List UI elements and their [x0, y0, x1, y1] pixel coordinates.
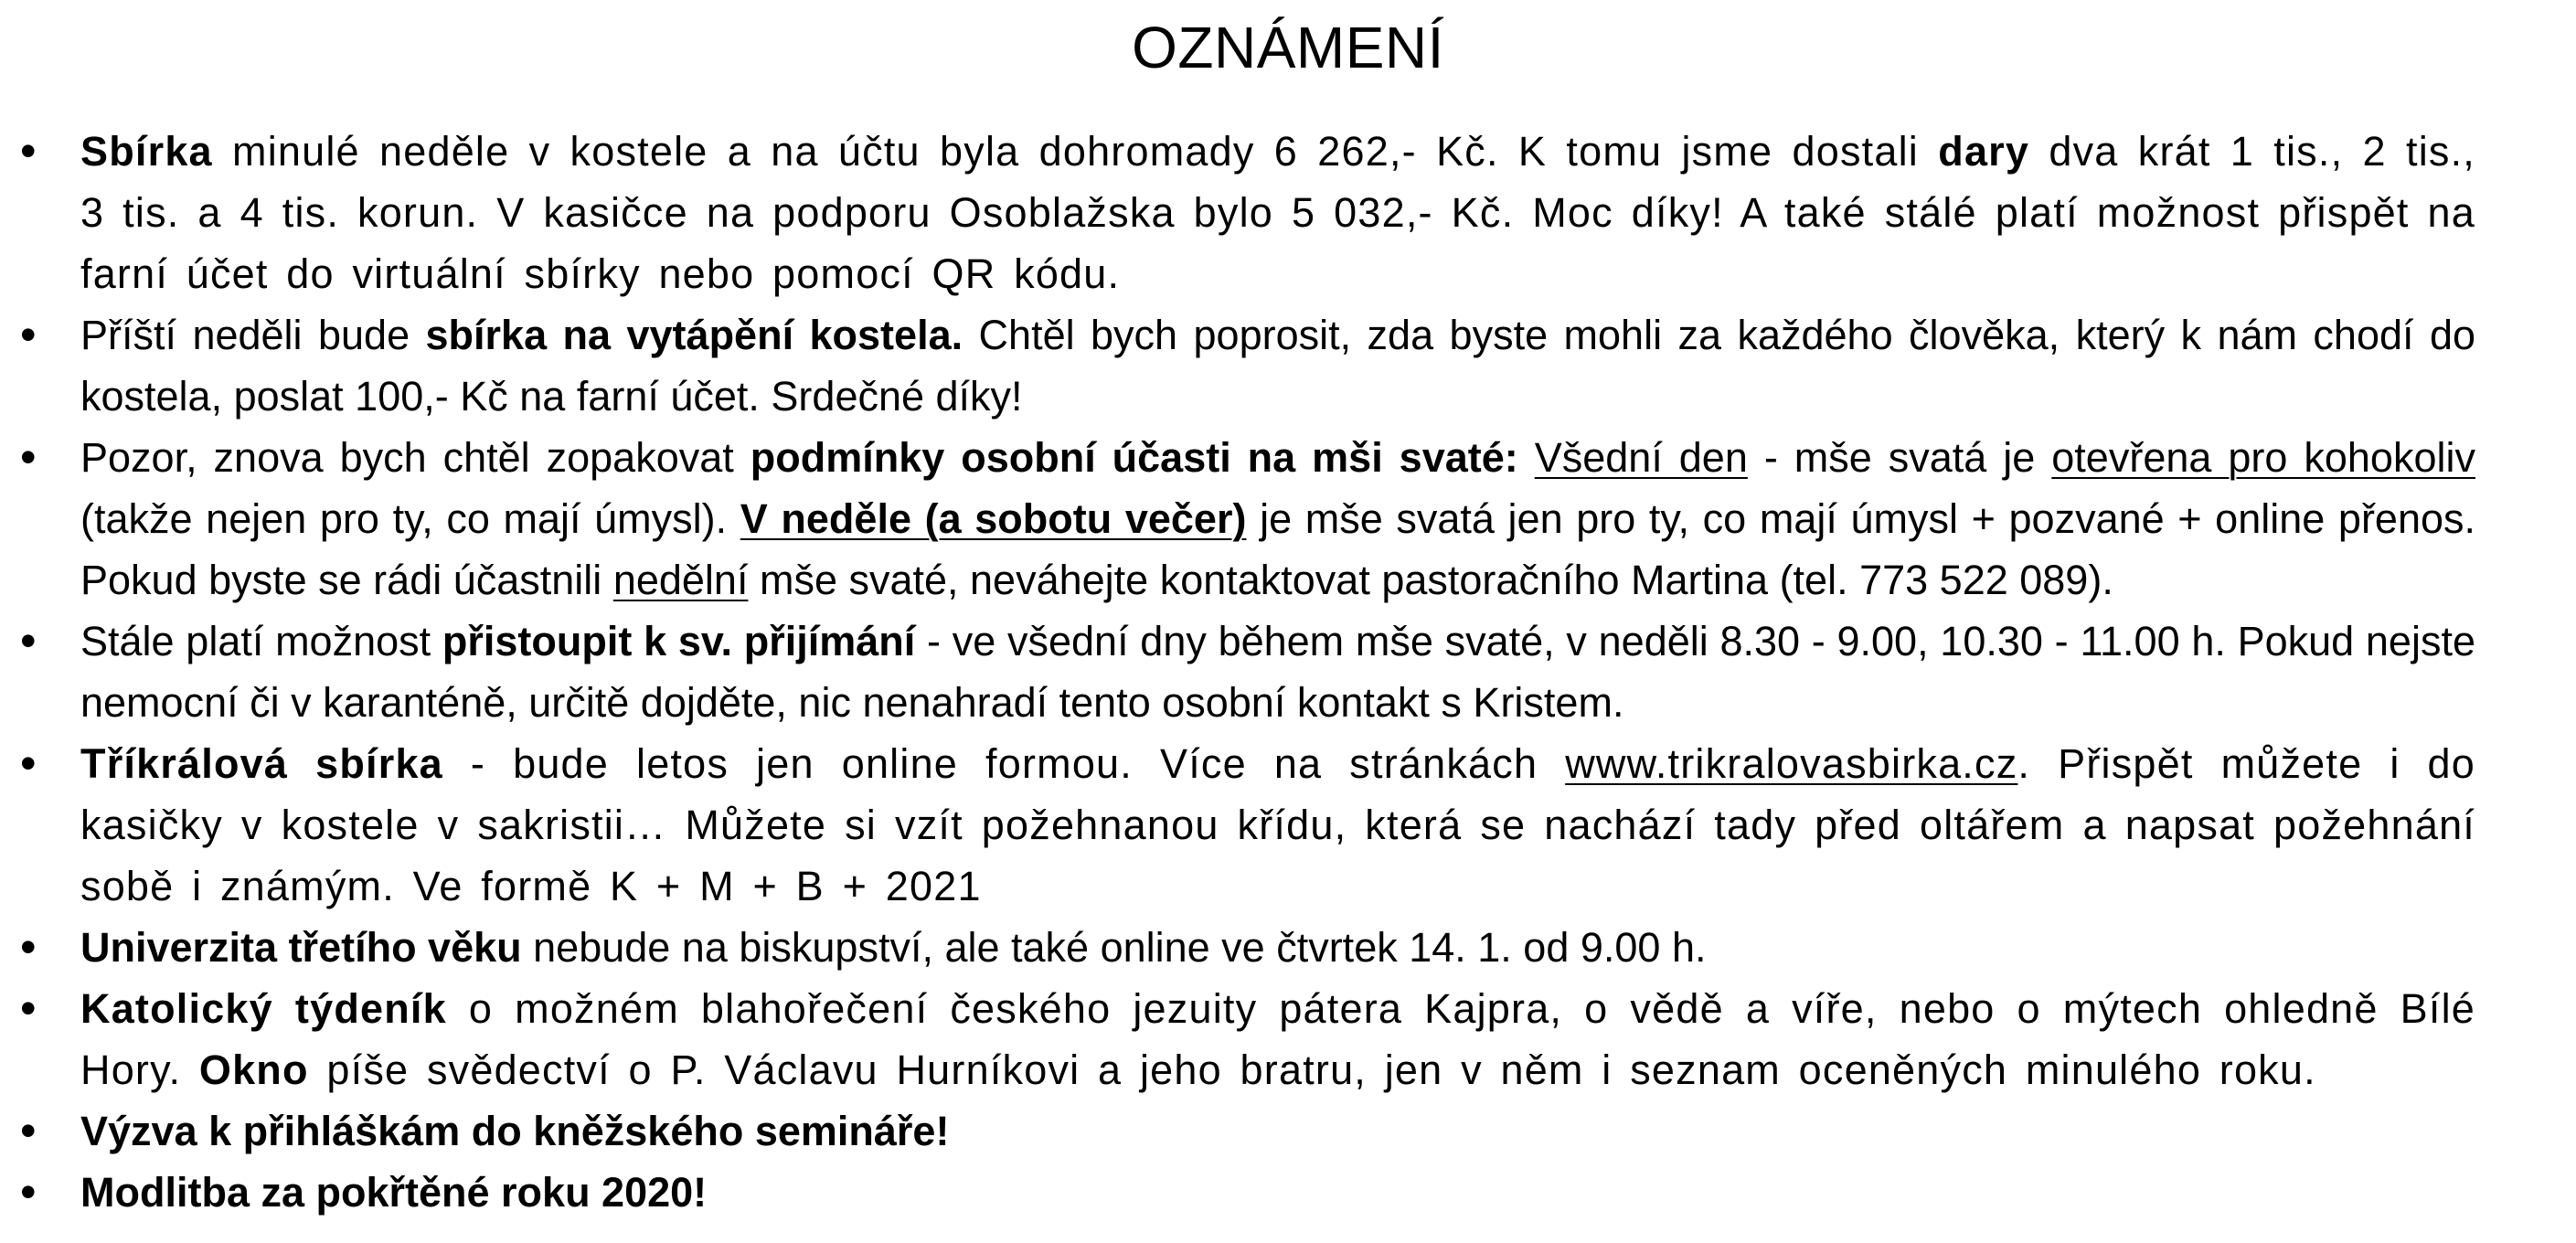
announcement-item	[0, 121, 2475, 304]
announcement-text: mše svaté, neváhejte kontaktovat pastoračního Martina (tel. 773 522 089).	[748, 557, 2113, 603]
emphasis-text: dary	[1938, 128, 2030, 175]
announcement-item	[0, 1100, 2475, 1162]
announcement-text: dva krát 1 tis., 2 tis., 3 tis. a 4 tis. korun. V kasičce na podporu Osoblažska bylo 5 032,- Kč. Moc díky! A také stálé platí možnost přispět na farní účet do virtuální sbírky nebo pomocí QR kódu.	[80, 128, 2475, 297]
announcement-text: Pozor, znova bych chtěl zopakovat	[80, 434, 750, 481]
announcement-item	[0, 917, 2475, 978]
announcement-text: - ve všední dny během mše svaté, v neděli 8.30 - 9.00, 10.30 - 11.00 h. Pokud nejste nemocní či v karanténě, určitě dojděte, nic nenahradí tento osobní kontakt s Kristem.	[80, 618, 2475, 726]
emphasis-text: Univerzita třetího věku	[80, 924, 522, 971]
page-title: OZNÁMENÍ	[1132, 15, 1444, 80]
emphasis-text: Tříkrálová sbírka	[80, 740, 443, 787]
announcement-text: - bude letos jen online formou. Více na stránkách	[442, 740, 1566, 787]
announcement-text: Všední den	[1534, 434, 1748, 481]
announcement-text: píše svědectví o P. Václavu Hurníkovi a jeho bratru, jen v něm i seznam oceněných minulého roku.	[308, 1046, 2316, 1093]
website-link[interactable]: www.trikralovasbirka.cz	[1565, 740, 2018, 787]
announcement-item	[0, 427, 2475, 611]
emphasis-text: Sbírka	[80, 128, 213, 175]
emphasis-text: Výzva k přihláškám do kněžského semináře!	[80, 1108, 950, 1154]
announcement-text: nebude na biskupství, ale také online ve čtvrtek 14. 1. od 9.00 h.	[521, 924, 1707, 971]
emphasis-text: Okno	[198, 1046, 309, 1093]
announcement-item	[0, 304, 2475, 427]
emphasis-text: sbírka na vytápění kostela.	[425, 312, 963, 358]
announcement-text: . Přispět můžete i do kasičky v kostele v sakristii… Můžete si vzít požehnanou křídu, která se nachází tady před oltářem a napsat požehnání sobě i známým. Ve formě K + M + B + 2021	[80, 740, 2475, 909]
emphasis-text: V neděle (a sobotu večer)	[740, 495, 1247, 542]
announcement-text: otevřena pro kohokoliv	[2051, 434, 2475, 481]
emphasis-text: Modlitba za pokřtěné roku 2020!	[80, 1169, 708, 1216]
announcement-text: nedělní	[612, 557, 749, 603]
announcement-text: - mše svatá je	[1747, 434, 2052, 481]
announcement-list	[0, 121, 2576, 1223]
emphasis-text: přistoupit k sv. přijímání	[442, 618, 916, 664]
announcement-text: Chtěl bych poprosit, zda byste mohli za každého člověka, který k nám chodí do kostela, poslat 100,- Kč na farní účet. Srdečné díky!	[80, 312, 2476, 420]
announcement-text: (takže nejen pro ty, co mají úmysl).	[80, 495, 740, 542]
announcement-text: Příští neděli bude	[80, 312, 426, 358]
announcement-text: o možném blahořečení českého jezuity pátera Kajpra, o vědě a víře, nebo o mýtech ohledně Bílé Hory.	[80, 985, 2476, 1093]
emphasis-text: podmínky osobní účasti na mši svaté:	[750, 434, 1535, 481]
announcement-text: Stále platí možnost	[80, 618, 442, 664]
announcement-item	[0, 978, 2475, 1100]
announcement-text: minulé neděle v kostele a na účtu byla dohromady 6 262,- Kč. K tomu jsme dostali	[212, 128, 1939, 175]
announcement-item	[0, 1162, 2475, 1223]
emphasis-text: Katolický týdeník	[80, 985, 447, 1032]
announcement-item	[0, 733, 2475, 917]
announcement-item	[0, 611, 2475, 733]
announcement-text: je mše svatá jen pro ty, co mají úmysl + pozvané + online přenos. Pokud byste se rádi účastnili	[80, 495, 2476, 603]
